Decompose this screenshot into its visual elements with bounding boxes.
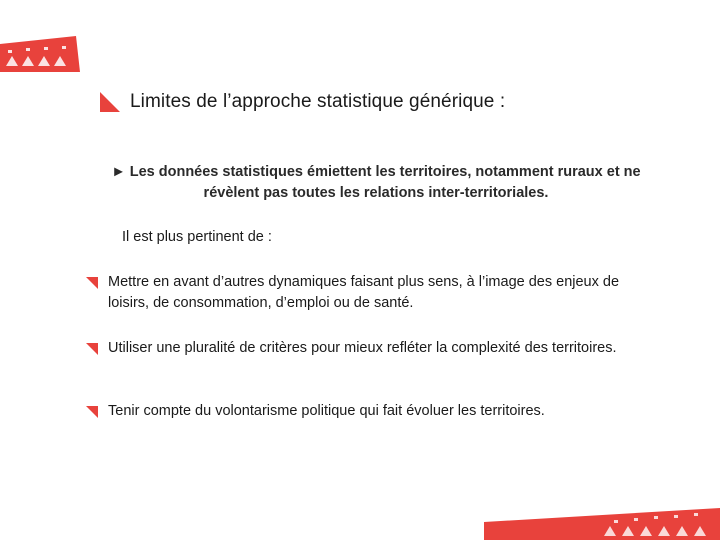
- triangle-bullet-icon: [86, 343, 98, 355]
- triangle-marker-icon: [100, 92, 120, 112]
- lead-text: Les données statistiques émiettent les territoires, notamment ruraux et ne révèlent pas toutes les relations inter-territoriales.: [129, 164, 641, 201]
- bullet-text: Mettre en avant d’autres dynamiques faisant plus sens, à l’image des enjeux de loisirs, de consommation, d’emploi ou de santé.: [108, 274, 620, 311]
- bullet-text: Tenir compte du volontarisme politique qui fait évoluer les territoires.: [108, 403, 545, 419]
- title-row: [100, 88, 505, 116]
- list-item: [86, 272, 646, 314]
- lead-statement: [86, 162, 666, 204]
- bullet-text: Utiliser une pluralité de critères pour mieux refléter la complexité des territoires.: [108, 340, 617, 356]
- intro-text: Il est plus pertinent de :: [122, 229, 272, 245]
- triangle-bullet-icon: [86, 277, 98, 289]
- tribal-pattern-icon: [484, 508, 720, 540]
- triangle-bullet-icon: [86, 406, 98, 418]
- list-item: [86, 401, 646, 422]
- tribal-pattern-icon: [0, 36, 80, 72]
- list-item: [86, 338, 646, 359]
- slide-title: Limites de l’approche statistique générique :: [130, 91, 506, 112]
- arrow-icon: ►: [111, 164, 126, 180]
